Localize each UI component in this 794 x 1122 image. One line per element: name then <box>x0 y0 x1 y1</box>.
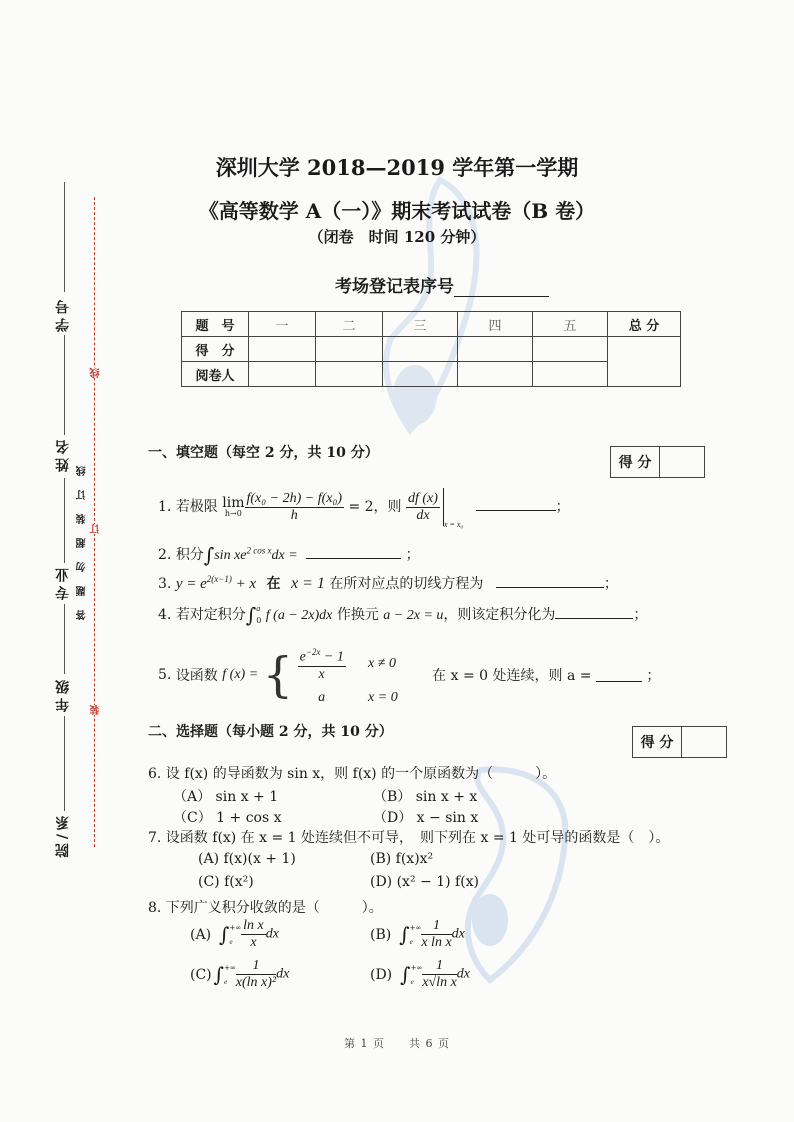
option-6b[interactable]: （B） sin x + x <box>373 789 478 805</box>
option-8a[interactable]: (A) ∫ +∞ e $\frac{\text{ln x}}{x}$ dx <box>190 918 279 950</box>
option-7c[interactable]: (C) f(x²) <box>198 874 254 890</box>
option-6c[interactable]: （C） 1 + cos x <box>173 810 282 826</box>
answer-blank[interactable] <box>476 496 556 511</box>
score-table <box>181 311 681 387</box>
section-2-heading: 二、选择题（每小题 2 分，共 10 分） <box>148 724 393 740</box>
major-label: 专业 <box>55 564 71 600</box>
table-row <box>182 362 681 387</box>
question-4: 4. 若对定积分∫ a 0 f (a − 2x)dx 作换元 a − 2x = u，则该定积分化为 ； <box>158 603 648 627</box>
column-header: 三 <box>383 312 458 337</box>
table-row <box>182 312 681 337</box>
question-3: 3. $y = e^{2(x-1)} + x$ 在 x = 1 在所对应点的切线方程为 ； <box>158 574 618 592</box>
exam-title-course: 《高等数学 A（一）》期末考试试卷（B 卷） <box>198 199 596 223</box>
grader-cell[interactable] <box>533 362 608 387</box>
score-cell[interactable] <box>458 337 533 362</box>
question-6: 6. 设 f(x) 的导函数为 sin x，则 f(x) 的一个原函数为（ ）。 <box>148 766 557 782</box>
column-header: 一 <box>249 312 316 337</box>
score-cell[interactable] <box>249 337 316 362</box>
question-5: 5. 设函数 f (x) = { $\frac{e^{-2x} - 1}{x}$ x ≠ 0 a x = 0 在 x = 0 处连续，则 a = ； <box>158 644 660 706</box>
column-header: 四 <box>458 312 533 337</box>
section-2-score-box <box>632 726 727 758</box>
column-header: 五 <box>533 312 608 337</box>
total-score-cell[interactable] <box>608 337 681 387</box>
registration-number-line <box>335 272 549 297</box>
grade-field[interactable] <box>64 716 65 811</box>
score-cell[interactable] <box>533 337 608 362</box>
row-header: 题 号 <box>182 312 249 337</box>
binding-mark-bind: 装 <box>91 705 102 715</box>
option-8b[interactable]: (B) ∫ +∞ e $\frac{1}{\text{x ln x}}$ dx <box>370 918 465 950</box>
major-field[interactable] <box>64 604 65 674</box>
student-id-label: 学号 <box>55 296 71 332</box>
binding-line <box>94 197 95 847</box>
score-cell[interactable] <box>316 337 383 362</box>
name-label: 姓名 <box>55 436 71 472</box>
score-label: 得 分 <box>611 447 660 478</box>
question-1: 1. 若极限 lim h→0 $\frac{\text{f(x₀ − 2h) − f(x₀)}}{h}$ = 2，则 $\frac{df (x)}{dx}$ $_{x = x_0}$ ； <box>158 488 570 529</box>
option-8c[interactable]: (C) ∫ +∞ e $\frac{1}{\text{x(ln x)²}}$ dx <box>190 958 290 990</box>
grader-cell[interactable] <box>383 362 458 387</box>
row-header: 阅卷人 <box>182 362 249 387</box>
grader-cell[interactable] <box>316 362 383 387</box>
score-cell[interactable] <box>383 337 458 362</box>
exam-title-university: 深圳大学 2018—2019 学年第一学期 <box>215 155 579 180</box>
answer-blank[interactable] <box>596 667 642 682</box>
option-8d[interactable]: (D) ∫ +∞ e $\frac{1}{\text{x√ln x}}$ dx <box>370 958 471 990</box>
answer-blank[interactable] <box>496 573 604 588</box>
registration-field[interactable] <box>454 280 549 297</box>
binding-mark-staple: 订 <box>91 524 102 534</box>
column-header: 二 <box>316 312 383 337</box>
option-7a[interactable]: (A) f(x)(x + 1) <box>198 851 296 867</box>
score-label: 得 分 <box>633 727 682 758</box>
row-header: 得 分 <box>182 337 249 362</box>
section-1-heading: 一、填空题（每空 2 分，共 10 分） <box>148 445 379 461</box>
section-2-score-field[interactable] <box>682 727 727 758</box>
answer-blank[interactable] <box>306 544 401 559</box>
grader-cell[interactable] <box>249 362 316 387</box>
binding-notice: 答题勿超装订线 <box>77 452 88 620</box>
option-7b[interactable]: (B) f(x)x² <box>370 851 434 867</box>
exam-subtitle: （闭卷 时间 120 分钟） <box>308 228 486 246</box>
table-row <box>182 337 681 362</box>
question-7: 7. 设函数 f(x) 在 x = 1 处连续但不可导， 则下列在 x = 1 处可导的函数是（ ）。 <box>148 830 670 846</box>
total-header: 总 分 <box>608 312 681 337</box>
grader-cell[interactable] <box>458 362 533 387</box>
option-6a[interactable]: （A） sin x + 1 <box>173 789 279 805</box>
section-1-score-box <box>610 446 705 478</box>
answer-blank[interactable] <box>555 604 633 619</box>
student-id-field[interactable] <box>64 335 65 435</box>
section-1-score-field[interactable] <box>660 447 705 478</box>
department-label: 院/系 <box>55 812 71 858</box>
option-6d[interactable]: （D） x − sin x <box>373 810 479 826</box>
registration-label: 考场登记表序号 <box>335 277 454 297</box>
grade-label: 年级 <box>55 676 71 712</box>
question-8: 8. 下列广义积分收敛的是（ ）。 <box>148 900 383 916</box>
name-field[interactable] <box>64 478 65 563</box>
page-number: 第 1 页 共 6 页 <box>344 1037 450 1050</box>
question-2: 2. 积分∫sin $xe^{2 cos x}dx$ = ； <box>158 543 420 567</box>
binding-mark-line: 线 <box>91 368 102 378</box>
option-7d[interactable]: (D) (x² − 1) f(x) <box>370 874 480 890</box>
